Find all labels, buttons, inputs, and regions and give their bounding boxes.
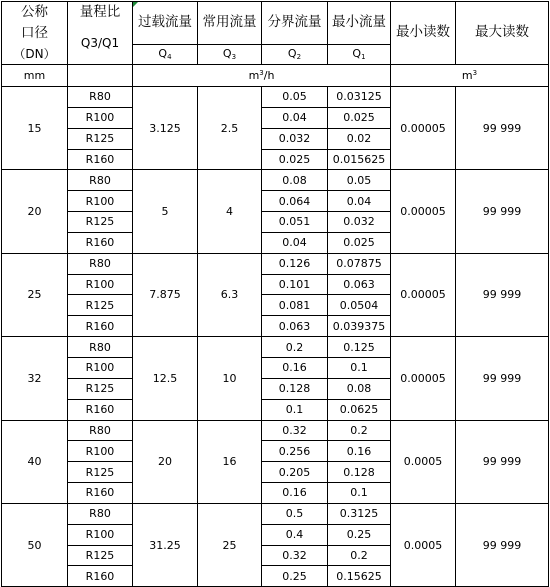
q2-cell: 0.064 (262, 191, 328, 212)
q2-cell: 0.04 (262, 232, 328, 253)
transitional-label: 分界流量 (267, 14, 322, 31)
min-reading-label: 最小读数 (396, 24, 450, 41)
q2-cell: 0.032 (262, 128, 328, 149)
ratio-cell: R80 (68, 170, 133, 191)
ratio-cell: R160 (68, 149, 133, 170)
ratio-cell: R125 (68, 128, 133, 149)
minimum-header (328, 2, 391, 45)
permanent-label: 常用流量 (202, 14, 257, 31)
table-row (2, 170, 549, 191)
q2-cell: 0.205 (262, 462, 328, 483)
table-row (2, 253, 549, 274)
q2-cell: 0.5 (262, 503, 328, 524)
q2-cell: 0.4 (262, 524, 328, 545)
q1-cell: 0.02 (328, 128, 391, 149)
q2-cell: 0.051 (262, 212, 328, 233)
ratio-cell: R80 (68, 87, 133, 108)
ratio-cell: R125 (68, 378, 133, 399)
nominal-header-cont (2, 23, 68, 45)
q4-cell: 20 (133, 420, 198, 503)
ratio-cell: R100 (68, 524, 133, 545)
ratio-cell: R80 (68, 253, 133, 274)
q1-cell: 0.025 (328, 107, 391, 128)
q1-cell: 0.1 (328, 357, 391, 378)
overload-label: 过载流量 (138, 14, 192, 31)
q1-cell: 0.08 (328, 378, 391, 399)
q1-cell: 0.04 (328, 191, 391, 212)
q2-cell: 0.081 (262, 295, 328, 316)
q1-cell: 0.1 (328, 483, 391, 504)
unit-volume: $m^3$ (391, 65, 549, 87)
ratio-cell: R125 (68, 462, 133, 483)
q2-cell: 0.025 (262, 149, 328, 170)
dn-cell: 20 (2, 170, 68, 253)
q1-cell: 0.032 (328, 212, 391, 233)
flow-spec-table (1, 1, 549, 587)
unit-flow: $m^3/h$ (133, 65, 391, 87)
max-reading-cell: 99 999 (456, 337, 549, 420)
permanent-header (198, 2, 262, 45)
q4-symbol: $Q_4$ (133, 45, 198, 65)
q1-symbol: $Q_1$ (328, 45, 391, 65)
min-reading-cell: 0.0005 (391, 420, 456, 503)
q1-cell: 0.15625 (328, 566, 391, 587)
dn-cell: 40 (2, 420, 68, 503)
overload-header (133, 2, 198, 45)
q1-cell: 0.063 (328, 274, 391, 295)
max-reading-header (456, 2, 549, 65)
ratio-header-cont (68, 23, 133, 65)
ratio-cell: R125 (68, 295, 133, 316)
q1-cell: 0.2 (328, 420, 391, 441)
ratio-cell: R160 (68, 566, 133, 587)
q3-cell: 4 (198, 170, 262, 253)
q2-cell: 0.256 (262, 441, 328, 462)
nominal-header (2, 2, 68, 23)
dn-cell: 15 (2, 87, 68, 170)
q2-cell: 0.128 (262, 378, 328, 399)
min-reading-cell: 0.00005 (391, 87, 456, 170)
minimum-label: 最小流量 (332, 14, 386, 31)
q1-cell: 0.2 (328, 545, 391, 566)
q2-cell: 0.04 (262, 107, 328, 128)
q3-cell: 2.5 (198, 87, 262, 170)
q2-cell: 0.32 (262, 420, 328, 441)
ratio-cell: R100 (68, 441, 133, 462)
unit-ratio-blank (68, 65, 133, 87)
ratio-cell: R160 (68, 232, 133, 253)
nominal-header-dn (2, 45, 68, 65)
q2-symbol: $Q_2$ (262, 45, 328, 65)
q1-cell: 0.128 (328, 462, 391, 483)
min-reading-cell: 0.00005 (391, 170, 456, 253)
q1-cell: 0.16 (328, 441, 391, 462)
q2-cell: 0.05 (262, 87, 328, 108)
min-reading-cell: 0.0005 (391, 503, 456, 586)
table-row (2, 420, 549, 441)
q4-cell: 7.875 (133, 253, 198, 336)
q1-cell: 0.0625 (328, 399, 391, 420)
max-reading-label: 最大读数 (475, 24, 529, 41)
q1-cell: 0.03125 (328, 87, 391, 108)
ratio-cell: R160 (68, 399, 133, 420)
unit-row (2, 65, 549, 87)
min-reading-header (391, 2, 456, 65)
q2-cell: 0.16 (262, 483, 328, 504)
min-reading-cell: 0.00005 (391, 337, 456, 420)
max-reading-cell: 99 999 (456, 170, 549, 253)
ratio-cell: R125 (68, 212, 133, 233)
q3-symbol: $Q_3$ (198, 45, 262, 65)
max-reading-cell: 99 999 (456, 87, 549, 170)
q4-cell: 31.25 (133, 503, 198, 586)
nominal-label-line1: 公称 (21, 3, 48, 20)
q1-cell: 0.3125 (328, 503, 391, 524)
ratio-cell: R125 (68, 545, 133, 566)
q1-cell: 0.039375 (328, 316, 391, 337)
max-reading-cell: 99 999 (456, 420, 549, 503)
q1-cell: 0.015625 (328, 149, 391, 170)
q3-cell: 6.3 (198, 253, 262, 336)
header-row-1 (2, 2, 549, 23)
q2-cell: 0.25 (262, 566, 328, 587)
q1-cell: 0.0504 (328, 295, 391, 316)
ratio-cell: R80 (68, 337, 133, 358)
ratio-label-line1: 量程比 (79, 3, 121, 20)
q4-cell: 12.5 (133, 337, 198, 420)
table-row (2, 503, 549, 524)
dn-cell: 32 (2, 337, 68, 420)
q2-cell: 0.32 (262, 545, 328, 566)
nominal-label-line2: 口径 (21, 24, 48, 41)
max-reading-cell: 99 999 (456, 253, 549, 336)
q4-cell: 3.125 (133, 87, 198, 170)
q3-cell: 16 (198, 420, 262, 503)
q1-cell: 0.25 (328, 524, 391, 545)
q2-cell: 0.08 (262, 170, 328, 191)
ratio-header (68, 2, 133, 23)
dn-cell: 25 (2, 253, 68, 336)
q2-cell: 0.101 (262, 274, 328, 295)
ratio-cell: R100 (68, 107, 133, 128)
ratio-cell: R80 (68, 420, 133, 441)
ratio-cell: R100 (68, 191, 133, 212)
q2-cell: 0.2 (262, 337, 328, 358)
q3-cell: 25 (198, 503, 262, 586)
ratio-cell: R160 (68, 483, 133, 504)
q1-cell: 0.125 (328, 337, 391, 358)
q2-cell: 0.16 (262, 357, 328, 378)
ratio-cell: R100 (68, 274, 133, 295)
max-reading-cell: 99 999 (456, 503, 549, 586)
q2-cell: 0.063 (262, 316, 328, 337)
nominal-label-line3: （DN） (13, 47, 56, 62)
table-row (2, 87, 549, 108)
q2-cell: 0.126 (262, 253, 328, 274)
ratio-cell: R100 (68, 357, 133, 378)
dn-cell: 50 (2, 503, 68, 586)
min-reading-cell: 0.00005 (391, 253, 456, 336)
ratio-label-line2: Q3/Q1 (80, 36, 120, 51)
q1-cell: 0.07875 (328, 253, 391, 274)
unit-mm: mm (2, 65, 68, 87)
q1-cell: 0.025 (328, 232, 391, 253)
transitional-header (262, 2, 328, 45)
q3-cell: 10 (198, 337, 262, 420)
q4-cell: 5 (133, 170, 198, 253)
q1-cell: 0.05 (328, 170, 391, 191)
ratio-cell: R160 (68, 316, 133, 337)
q2-cell: 0.1 (262, 399, 328, 420)
table-row (2, 337, 549, 358)
ratio-cell: R80 (68, 503, 133, 524)
